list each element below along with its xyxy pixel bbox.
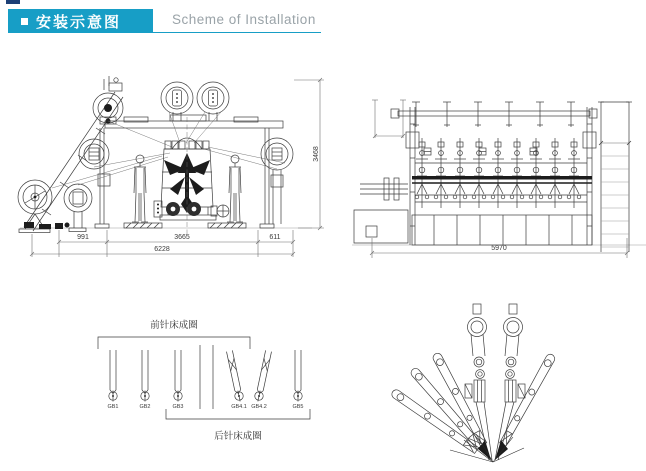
back-bed-label: 后针床成圈: [214, 431, 262, 442]
front-elevation-drawing: [12, 57, 342, 272]
corner-square: [6, 0, 20, 4]
creel-base-hardware: [24, 222, 70, 229]
pivot-cluster: [450, 434, 524, 462]
top-frame-beam: [105, 115, 283, 128]
left-drive-unit: [354, 178, 408, 243]
lever-fan-diagram: [372, 292, 642, 467]
control-panel: [154, 201, 162, 217]
gb2-label: GB2: [139, 404, 151, 410]
needle-bar: [412, 176, 592, 183]
yarn-paths: [52, 112, 285, 188]
guide-bar-gb1: [109, 350, 117, 402]
gb3-label: GB3: [172, 404, 184, 410]
handwheel-right: [187, 202, 201, 216]
guide-bar-gb3: [174, 350, 182, 402]
lever-right: [499, 353, 557, 447]
warp-beam-top-left: [93, 93, 123, 124]
dim-3468: 3468: [313, 146, 320, 162]
guide-bar-diagram: [70, 305, 330, 455]
gb42-label: GB4.2: [251, 404, 267, 410]
dim-3665: 3665: [174, 234, 190, 241]
handwheel-left: [166, 202, 180, 216]
top-rail: [391, 102, 597, 127]
base-plate-left: [124, 223, 162, 228]
base-plate-right: [208, 223, 246, 228]
guide-bar-gb5: [294, 350, 302, 402]
left-dim-bracket: [372, 100, 406, 138]
ladder-rungs: [601, 156, 629, 247]
section-banner: [8, 9, 153, 33]
warp-beam-right: [261, 138, 293, 170]
front-bed-label: 前针床成圈: [150, 320, 198, 331]
dim-6228: 6228: [154, 246, 170, 253]
back-bed-bracket: [166, 409, 310, 419]
dim-991: 991: [77, 234, 89, 241]
knitting-mechanisms: [415, 138, 581, 208]
human-figure-right: [227, 155, 243, 222]
guide-bar-gb42: [254, 350, 273, 402]
ladder: [598, 102, 632, 252]
warp-beam-bottom-mid: [64, 184, 92, 212]
rail-hangers: [412, 102, 575, 127]
lever-left-inner: [432, 352, 488, 447]
warp-beam-bottom-left: [18, 180, 52, 214]
gb1-label: GB1: [107, 404, 119, 410]
front-bed-bracket: [98, 337, 250, 349]
accent-rule: [153, 32, 321, 34]
dim-611: 611: [269, 234, 281, 241]
gb5-label: GB5: [292, 404, 304, 410]
guide-bar-gb41: [225, 350, 244, 402]
lever-left-mid: [409, 367, 483, 450]
warp-beam-mid-left: [79, 139, 109, 169]
center-lever-right: [495, 304, 525, 460]
section-title-zh: 安装示意图: [36, 12, 122, 31]
gb41-label: GB4.1: [231, 404, 247, 410]
dim-5970: 5970: [491, 245, 507, 252]
side-elevation-drawing: [352, 80, 646, 265]
bullet-square-icon: [21, 18, 28, 25]
human-figure-left: [132, 155, 148, 222]
section-title-en: Scheme of Installation: [172, 12, 316, 27]
guide-bar-gb2: [141, 350, 149, 402]
needle-bed-separator: [200, 345, 213, 409]
